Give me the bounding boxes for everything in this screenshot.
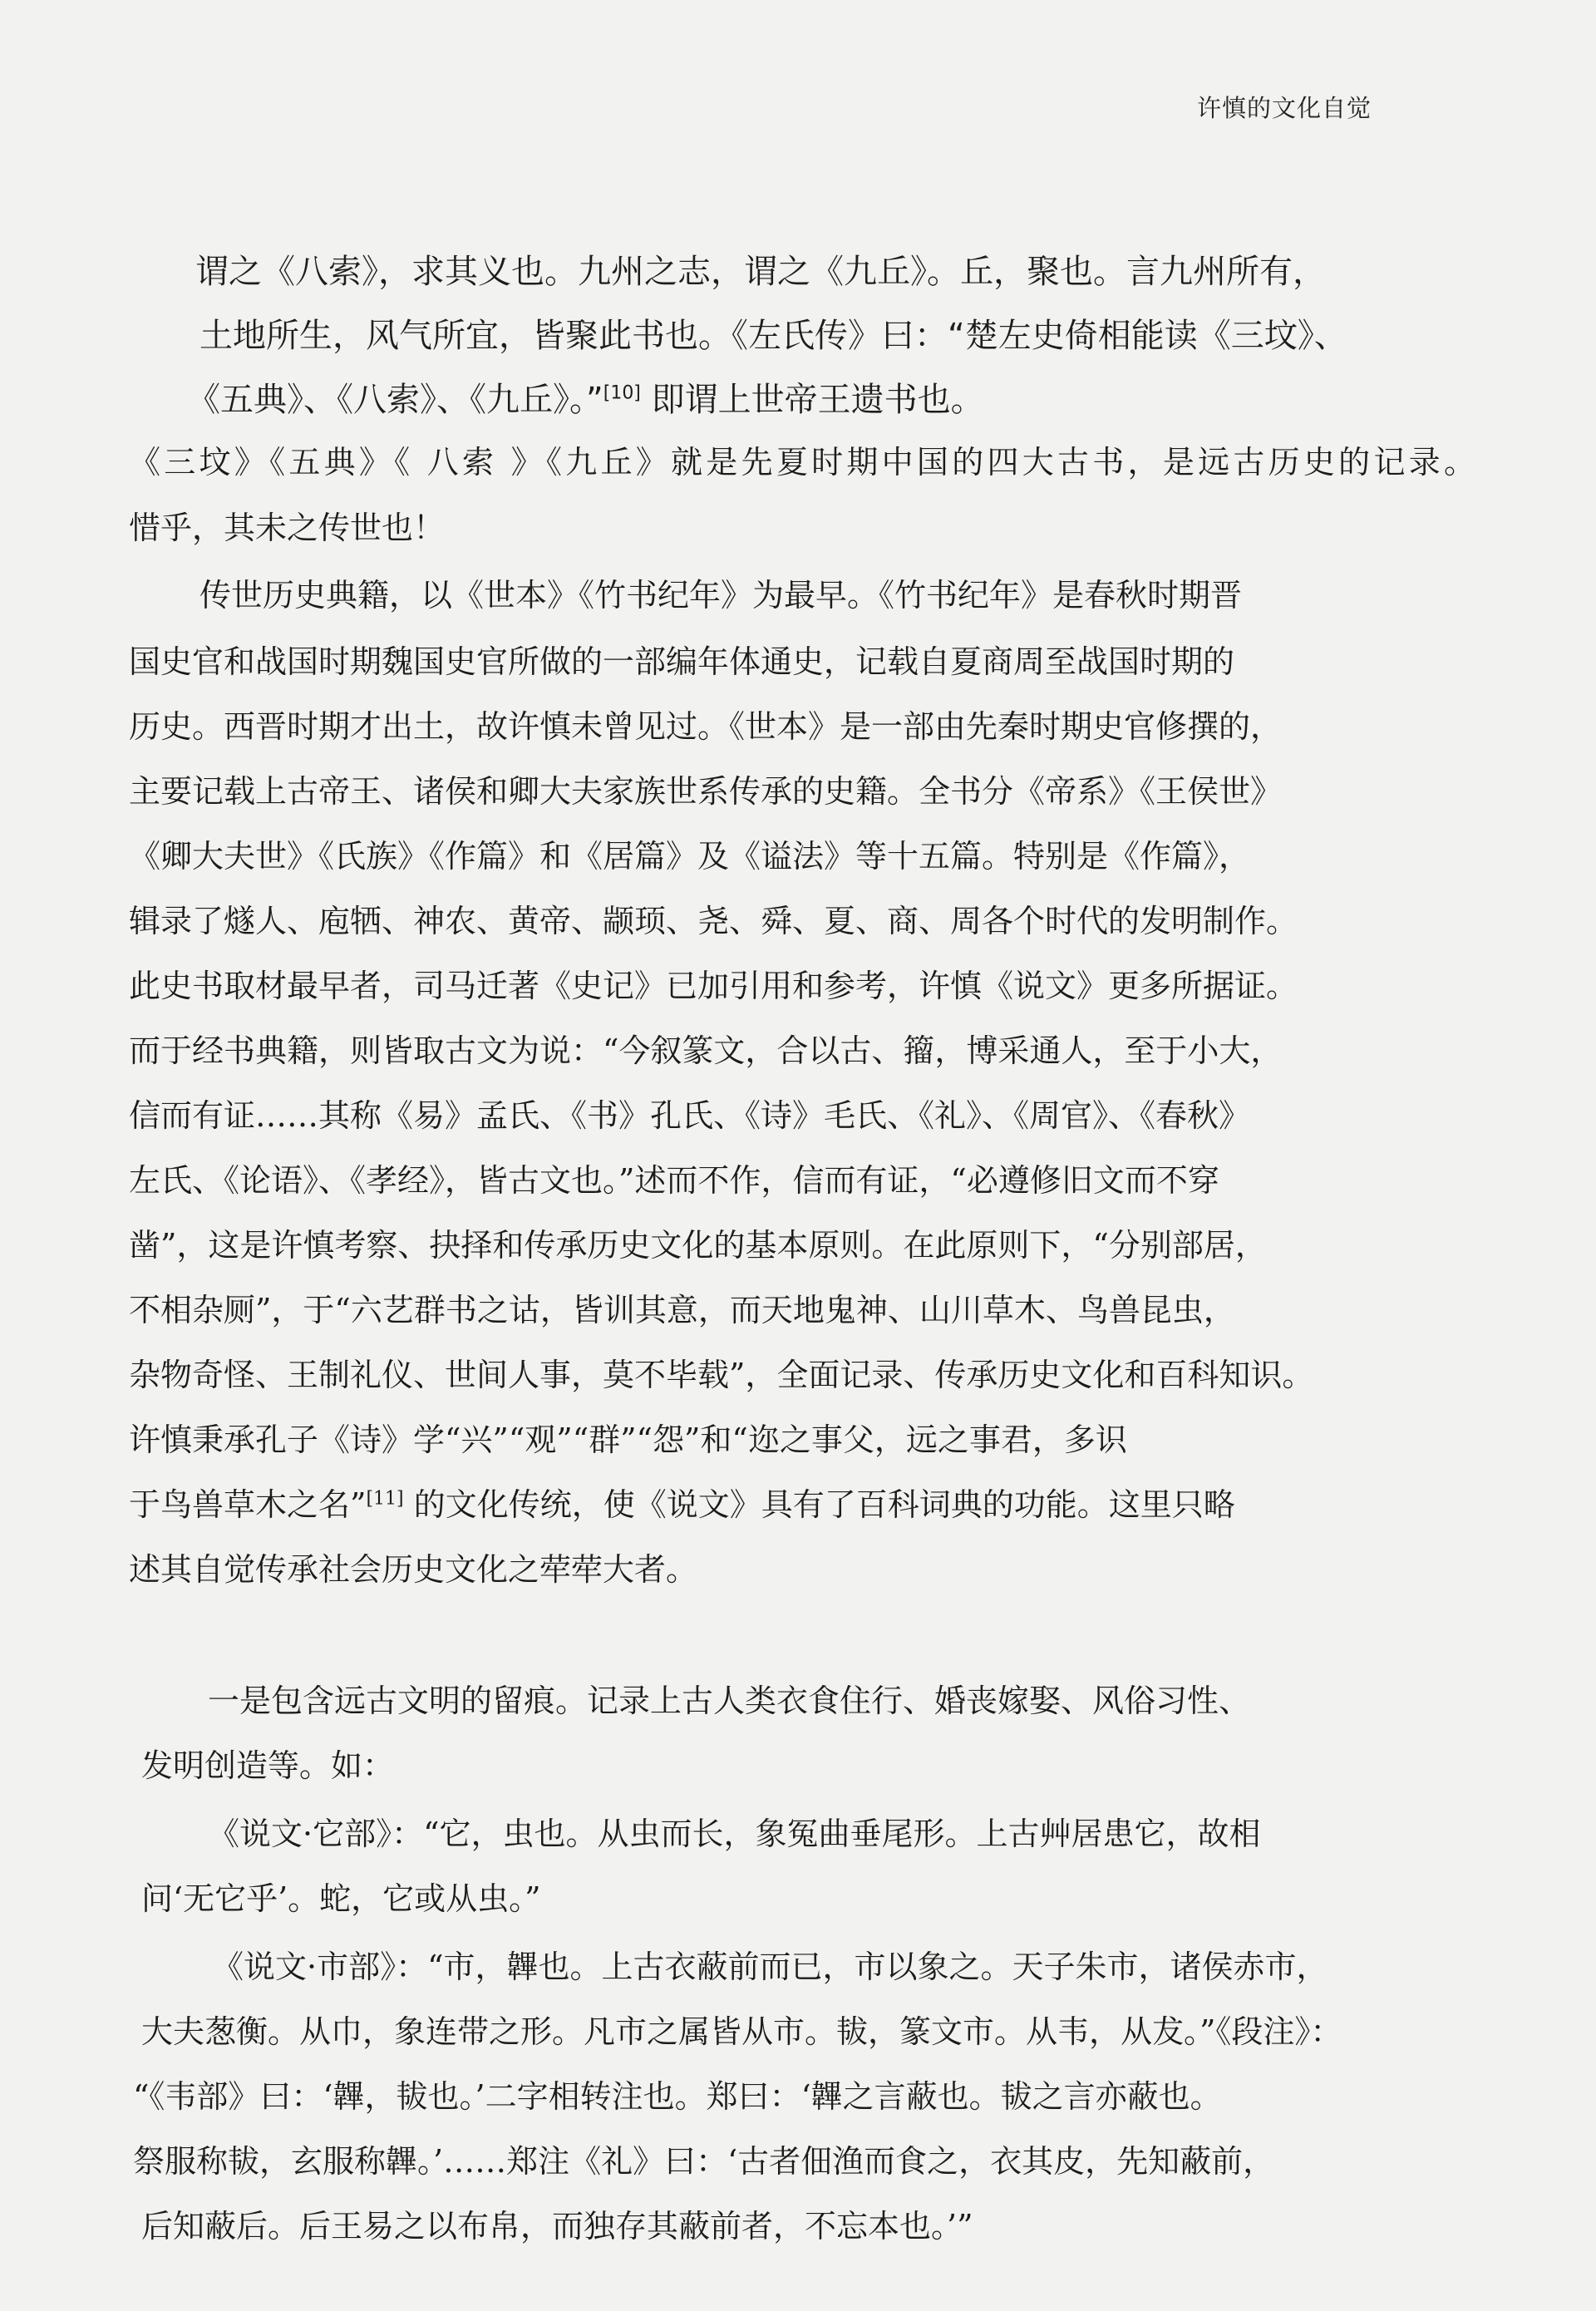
paragraph-2-line-15 [129,1479,1488,1525]
paragraph-2-line-15-text: 于鸟兽草木之名” [129,1486,367,1523]
paragraph-3-line-1: 一是包含远古文明的留痕。记录上古人类衣食住行、婚丧嫁娶、风俗习性、 [208,1683,1251,1719]
paragraph-2-line-8: 而于经书典籍，则皆取古文为说：“今叙篆文，合以古、籀，博采通人，至于小大， [129,1032,1283,1069]
paragraph-2-line-4: 主要记载上古帝王、诸侯和卿大夫家族世系传承的史籍。全书分《帝系》《王侯世》 [129,773,1283,810]
paragraph-2-line-16: 述其自觉传承社会历史文化之荦荦大者。 [129,1551,698,1588]
quote-line-3-text: 《五典》、《八索》、《九丘》。” [187,381,603,419]
paragraph-2-line-5: 《卿大夫世》《氏族》《作篇》和《居篇》及《谥法》等十五篇。特别是《作篇》， [129,838,1251,875]
paragraph-5-line-2: 大夫葱衡。从巾，象连带之形。凡市之属皆从市。韨，篆文市。从韦，从犮。”《段注》： [141,2013,1342,2050]
quote-line-1: 谓之《八索》，求其义也。九州之志，谓之《九丘》。丘，聚也。言九州所有， [195,253,1326,291]
paragraph-2-line-9: 信而有证……其称《易》孟氏、《书》孔氏、《诗》毛氏、《礼》、《周官》、《春秋》 [129,1097,1251,1134]
paragraph-2-line-10: 左氏、《论语》、《孝经》，皆古文也。”述而不作，信而有证，“必遵修旧文而不穿 [129,1162,1219,1199]
paragraph-3-line-2: 发明创造等。如： [141,1747,395,1784]
paragraph-1-line-2: 惜乎，其未之传世也！ [129,510,446,546]
paragraph-5-line-1: 《说文·市部》：“市，韠也。上古衣蔽前而已，市以象之。天子朱市，诸侯赤市， [212,1949,1328,1985]
paragraph-2-line-13: 杂物奇怪、王制礼仪、世间人事，莫不毕载”，全面记录、传承历史文化和百科知识。 [129,1357,1314,1393]
paragraph-2-line-7: 此史书取材最早者，司马迁著《史记》已加引用和参考，许慎《说文》更多所据证。 [129,968,1298,1004]
quote-line-3 [187,373,984,421]
paragraph-4-line-1: 《说文·它部》：“它，虫也。从虫而长，象冤曲垂尾形。上古艸居患它，故相 [208,1816,1261,1852]
paragraph-4-line-2: 问‘无它乎’。蛇，它或从虫。” [141,1880,541,1917]
running-header: 许慎的文化自觉 [1196,94,1372,122]
paragraph-2-line-3: 历史。西晋时期才出土，故许慎未曾见过。《世本》是一部由先秦时期史官修撰的， [129,708,1283,745]
paragraph-5-line-5: 后知蔽后。后王易之以布帛，而独存其蔽前者，不忘本也。’” [141,2208,973,2244]
quote-line-2: 土地所生，风气所宜，皆聚此书也。《左氏传》曰：“楚左史倚相能读《三坟》、 [200,317,1347,355]
footnote-marker-11: [11] [366,1488,404,1510]
footnote-marker-10: [10] [603,382,641,404]
paragraph-2-line-6: 辑录了燧人、庖牺、神农、黄帝、颛顼、尧、舜、夏、商、周各个时代的发明制作。 [129,903,1298,939]
paragraph-5-line-4: 祭服称韨，玄服称韠。’……郑注《礼》曰：‘古者佃渔而食之，衣其皮，先知蔽前， [133,2143,1275,2180]
quote-line-3-tail: 即谓上世帝王遗书也。 [640,381,984,419]
paragraph-2-line-2: 国史官和战国时期魏国史官所做的一部编年体通史，记载自夏商周至战国时期的 [129,643,1235,680]
paragraph-2-line-14: 许慎秉承孔子《诗》学“兴”“观”“群”“怨”和“迩之事父，远之事君，多识 [129,1422,1127,1458]
paragraph-5-line-3: “《韦部》曰：‘韠，韨也。’二字相转注也。郑曰：‘韠之言蔽也。韨之言亦蔽也。 [133,2078,1222,2115]
paragraph-1-line-1: 《三坟》《五典》《 八索 》《九丘》就是先夏时期中国的四大古书，是远古历史的记录。 [129,444,1475,480]
paragraph-2-line-12: 不相杂厕”，于“六艺群书之诂，皆训其意，而天地鬼神、山川草木、鸟兽昆虫， [129,1292,1235,1328]
paragraph-2-line-15-tail: 的文化传统，使《说文》具有了百科词典的功能。这里只略 [403,1486,1235,1523]
paragraph-2-line-1: 传世历史典籍，以《世本》《竹书纪年》为最早。《竹书纪年》是春秋时期晋 [200,577,1243,613]
paragraph-2-line-11: 凿”，这是许慎考察、抉择和传承历史文化的基本原则。在此原则下，“分别部居， [129,1227,1267,1264]
